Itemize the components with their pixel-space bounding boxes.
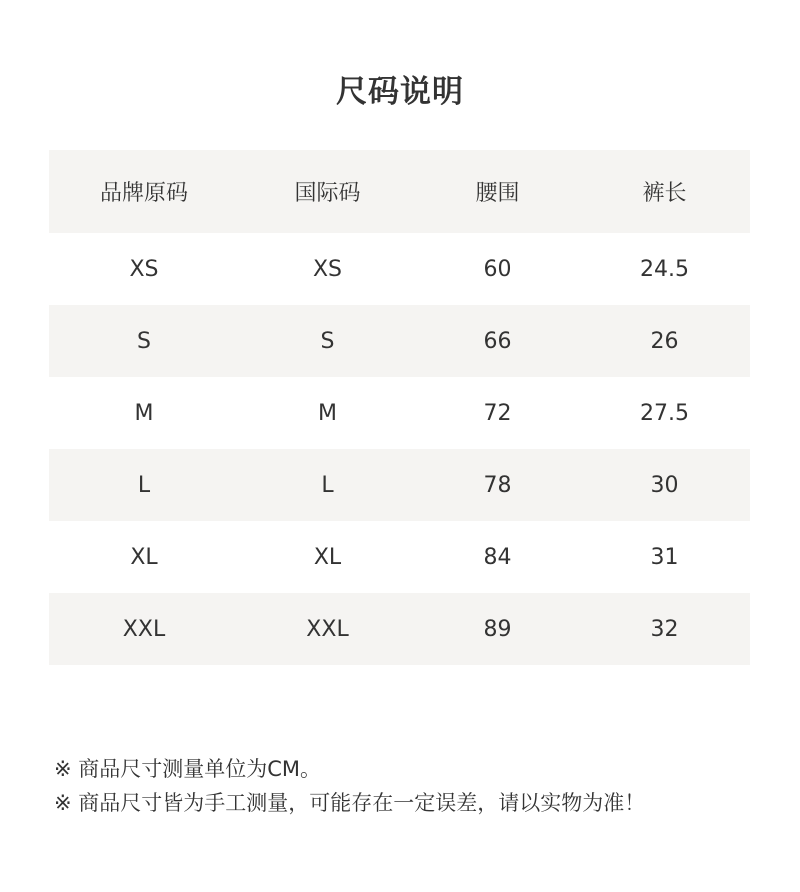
table-cell: 78 xyxy=(483,472,512,498)
table-cell: M xyxy=(318,400,337,426)
column-header-international-size: 国际码 xyxy=(294,181,361,206)
size-table xyxy=(49,150,750,665)
table-cell: 60 xyxy=(483,256,512,282)
table-cell: S xyxy=(137,328,151,354)
page-title: 尺码说明 xyxy=(336,74,464,110)
note-measurement-unit: ※ 商品尺寸测量单位为CM。 xyxy=(54,757,322,781)
table-cell: M xyxy=(134,400,154,426)
table-row xyxy=(49,593,750,665)
table-cell: 26 xyxy=(650,328,679,354)
table-cell: XL xyxy=(313,544,342,570)
note-manual-measurement: ※ 商品尺寸皆为手工测量，可能存在一定误差，请以实物为准！ xyxy=(54,791,646,815)
table-cell: 31 xyxy=(650,544,679,570)
table-cell: XS xyxy=(129,256,159,282)
table-cell: XXL xyxy=(306,616,349,642)
table-cell: XS xyxy=(312,256,343,282)
table-row xyxy=(49,449,750,521)
table-cell: 84 xyxy=(483,544,512,570)
table-cell: L xyxy=(137,472,151,498)
table-cell: 30 xyxy=(650,472,679,498)
table-row xyxy=(49,521,750,593)
table-cell: 32 xyxy=(650,616,679,642)
column-header-waist: 腰围 xyxy=(475,181,520,206)
table-cell: 66 xyxy=(483,328,512,354)
column-header-pants-length: 裤长 xyxy=(642,181,687,206)
table-cell: 72 xyxy=(483,400,512,426)
table-cell: S xyxy=(320,328,335,354)
notes-section xyxy=(54,752,645,820)
table-header-row xyxy=(49,150,750,233)
table-cell: L xyxy=(321,472,334,498)
table-cell: XL xyxy=(130,544,158,570)
table-cell: 89 xyxy=(483,616,512,642)
table-row xyxy=(49,377,750,449)
table-row xyxy=(49,305,750,377)
table-cell: 27.5 xyxy=(640,400,689,426)
table-cell: XXL xyxy=(122,616,166,642)
column-header-brand-size: 品牌原码 xyxy=(99,181,188,206)
table-row xyxy=(49,233,750,305)
table-cell: 24.5 xyxy=(640,256,689,282)
